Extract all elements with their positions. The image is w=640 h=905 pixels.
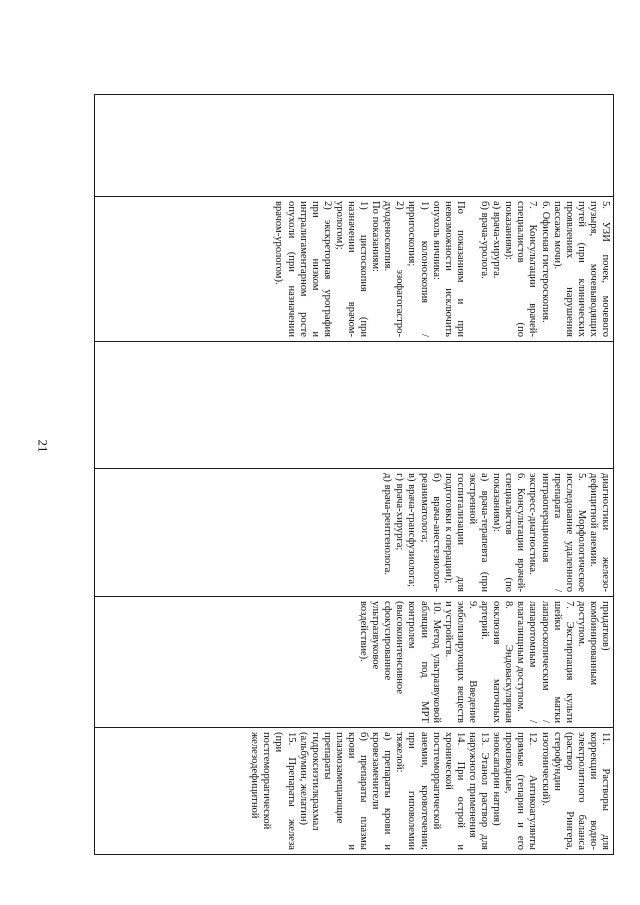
table-row <box>95 95 614 855</box>
page-number: 21 <box>35 439 51 453</box>
table-cell-col-4 <box>95 469 614 597</box>
rotated-table <box>94 94 614 854</box>
table-cell-col-6 <box>95 728 614 855</box>
table-container <box>94 94 614 854</box>
table-cell-col-2 <box>95 197 614 342</box>
cell-text: 5. УЗИ почек, мочевого пузыря, мочевыводящих путей (при клинических проявлениях нарушения пассажа мочи). 6. Офисная гистероскопия. 7. Консультации врачей-специалистов (по показаниям): а) врача-хирурга. б) врача-уролога. По показаниям и при невозможности исключить опухоль яичника: 1) колоноскопия / ирригоскопия; 2) эзофагогастро-дуоденоскопия. По показаниям: 1) цистоскопия (при назначении врачом-урологом); 2) экскреторная урография при низком и интралигаментарном росте опухоли (при назначении врачом-урологом). <box>273 201 611 337</box>
table-cell-col-5 <box>95 597 614 728</box>
table-cell-col-3 <box>95 342 614 469</box>
cell-text: 11. Растворы для коррекции водно-электролитного баланса (раствор Рингера, стерофундин изотонический). 12. Антикоагулянты прямые (гепарин и его производные, эноксапарин натрия) 13. Этанол раствор для наружного применения 14. При острой и хронической постгеморрагической анемии, кровотечении; при гиповолемии тяжелой: а) препараты крови и кровезаменители б) препараты плазмы крови и плазмозамещающие препараты гидроксиэтилкрахмал (альбумин, желатин) 15. Препараты железа (при постгеморрагической железодефицитной <box>249 732 611 850</box>
treatment-table <box>94 94 614 855</box>
table-cell-col-1 <box>95 95 614 197</box>
cell-text: придатков) комбинированным доступом. 7. Экстирпация культи шейки матки лапароскопическим / лапаротомным / влагалищным доступом. 8. Эндоваскулярная окклюзия маточных артерий. 9. Введение эмболизирующих веществ и устройств. 10. Метод ультразвуковой абляции под МРТ контролем (высокоинтенсивное сфокусированное ультразвуковое воздействие). <box>358 601 611 723</box>
cell-text: диагностики железо-дефицитной анемии. 5. Морфологическое исследование удаленного препарата / интраоперационная экспресс-диагностика. 6. Консультации врачей-специалистов (по показаниям): а) врача-терапевта (при экстренной госпитализации для подготовки к операции); б) врача-анестезиолога-реаниматолога; в) врача-трансфузиолога; г) врача-хирурга; д) врача-рентгенолога. <box>382 473 611 592</box>
